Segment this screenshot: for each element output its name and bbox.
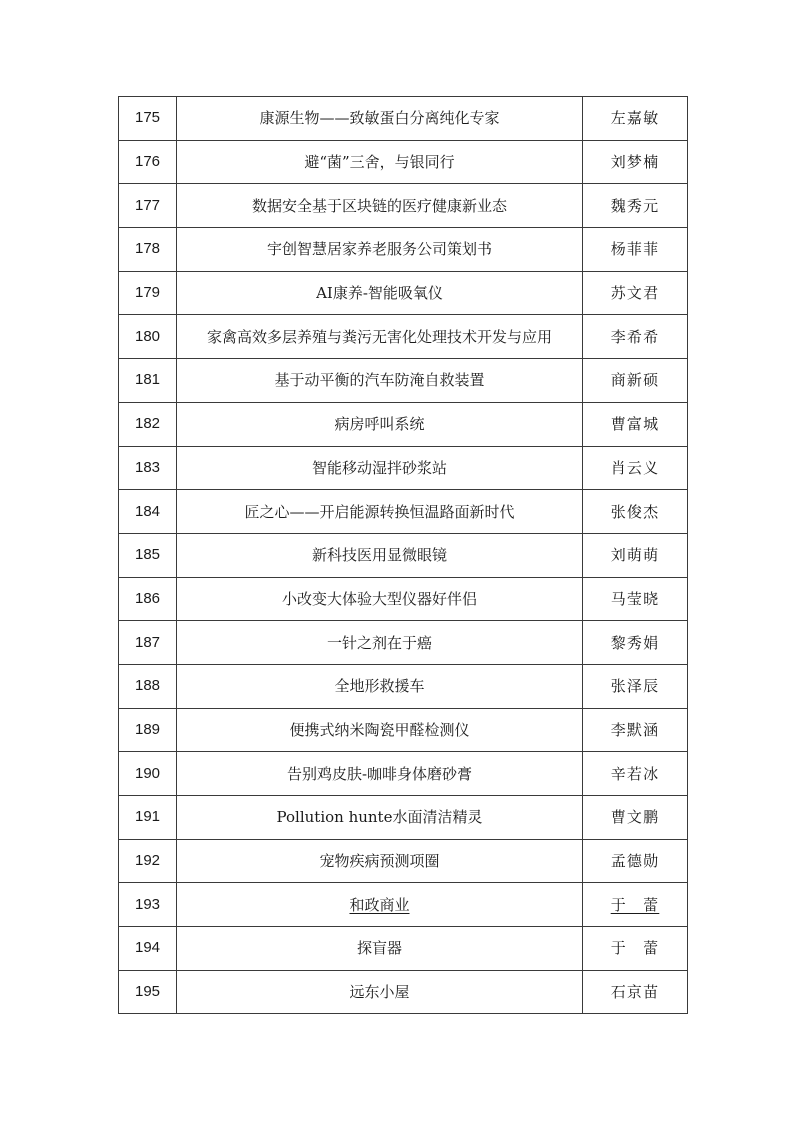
project-title: 全地形救援车 <box>177 664 583 708</box>
row-number: 177 <box>119 184 177 228</box>
table-row <box>119 883 688 927</box>
table-row <box>119 970 688 1014</box>
person-name: 孟德勋 <box>583 839 688 883</box>
person-name: 曹文鹏 <box>583 796 688 840</box>
row-number: 184 <box>119 490 177 534</box>
project-title: 基于动平衡的汽车防淹自救装置 <box>177 359 583 403</box>
project-title: 避“菌”三舍，与银同行 <box>177 140 583 184</box>
project-title: 匠之心——开启能源转换恒温路面新时代 <box>177 490 583 534</box>
person-name: 左嘉敏 <box>583 97 688 141</box>
person-name: 杨菲菲 <box>583 228 688 272</box>
table-row <box>119 359 688 403</box>
project-title: 告别鸡皮肤-咖啡身体磨砂膏 <box>177 752 583 796</box>
table-row <box>119 708 688 752</box>
project-title: 家禽高效多层养殖与粪污无害化处理技术开发与应用 <box>177 315 583 359</box>
person-name: 辛若冰 <box>583 752 688 796</box>
row-number: 181 <box>119 359 177 403</box>
table-row <box>119 664 688 708</box>
person-name: 张泽辰 <box>583 664 688 708</box>
row-number: 175 <box>119 97 177 141</box>
table-row <box>119 796 688 840</box>
table-row <box>119 228 688 272</box>
table-row <box>119 184 688 228</box>
project-title: 宇创智慧居家养老服务公司策划书 <box>177 228 583 272</box>
table-row <box>119 577 688 621</box>
project-title: 一针之剂在于癌 <box>177 621 583 665</box>
table-row <box>119 839 688 883</box>
row-number: 191 <box>119 796 177 840</box>
table-row <box>119 533 688 577</box>
project-table <box>118 96 688 1014</box>
row-number: 193 <box>119 883 177 927</box>
row-number: 178 <box>119 228 177 272</box>
table-row <box>119 271 688 315</box>
person-name: 曹富城 <box>583 402 688 446</box>
row-number: 188 <box>119 664 177 708</box>
project-title: 智能移动湿拌砂浆站 <box>177 446 583 490</box>
person-name: 商新硕 <box>583 359 688 403</box>
person-name: 李希希 <box>583 315 688 359</box>
project-title: 数据安全基于区块链的医疗健康新业态 <box>177 184 583 228</box>
project-title: 探盲器 <box>177 927 583 971</box>
table-row <box>119 140 688 184</box>
row-number: 185 <box>119 533 177 577</box>
project-title: 病房呼叫系统 <box>177 402 583 446</box>
project-title: 康源生物——致敏蛋白分离纯化专家 <box>177 97 583 141</box>
person-name: 肖云义 <box>583 446 688 490</box>
project-title: 小改变大体验大型仪器好伴侣 <box>177 577 583 621</box>
project-title: AI康养-智能吸氧仪 <box>177 271 583 315</box>
table-row <box>119 752 688 796</box>
project-title: 和政商业 <box>177 883 583 927</box>
project-title: Pollution hunte水面清洁精灵 <box>177 796 583 840</box>
table-row <box>119 490 688 534</box>
project-title: 新科技医用显微眼镜 <box>177 533 583 577</box>
row-number: 190 <box>119 752 177 796</box>
row-number: 179 <box>119 271 177 315</box>
row-number: 180 <box>119 315 177 359</box>
project-title: 远东小屋 <box>177 970 583 1014</box>
project-title: 宠物疾病预测项圈 <box>177 839 583 883</box>
table-row <box>119 621 688 665</box>
table-row <box>119 446 688 490</box>
row-number: 195 <box>119 970 177 1014</box>
table-row <box>119 402 688 446</box>
person-name: 于 蕾 <box>583 927 688 971</box>
row-number: 194 <box>119 927 177 971</box>
person-name: 于 蕾 <box>583 883 688 927</box>
table-row <box>119 315 688 359</box>
person-name: 魏秀元 <box>583 184 688 228</box>
row-number: 176 <box>119 140 177 184</box>
person-name: 李默涵 <box>583 708 688 752</box>
row-number: 192 <box>119 839 177 883</box>
person-name: 马莹晓 <box>583 577 688 621</box>
row-number: 183 <box>119 446 177 490</box>
person-name: 刘梦楠 <box>583 140 688 184</box>
person-name: 张俊杰 <box>583 490 688 534</box>
table-row <box>119 97 688 141</box>
row-number: 186 <box>119 577 177 621</box>
person-name: 苏文君 <box>583 271 688 315</box>
project-title: 便携式纳米陶瓷甲醛检测仪 <box>177 708 583 752</box>
row-number: 182 <box>119 402 177 446</box>
person-name: 黎秀娟 <box>583 621 688 665</box>
table-row <box>119 927 688 971</box>
person-name: 刘萌萌 <box>583 533 688 577</box>
row-number: 187 <box>119 621 177 665</box>
person-name: 石京苗 <box>583 970 688 1014</box>
row-number: 189 <box>119 708 177 752</box>
